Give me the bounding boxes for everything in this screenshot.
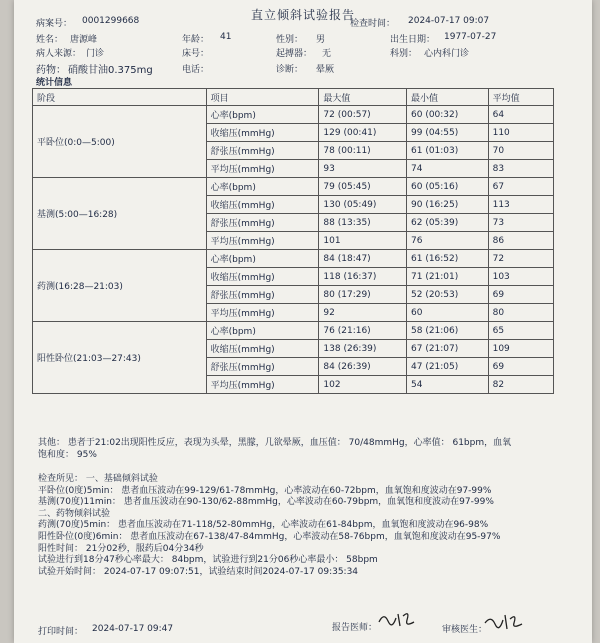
- exam-time-value: 2024-07-17 09:07: [408, 16, 490, 26]
- header-avg: 平均值: [488, 89, 553, 106]
- min-cell: 60 (05:16): [407, 178, 489, 196]
- max-cell: 129 (00:41): [319, 124, 407, 142]
- avg-cell: 69: [488, 358, 553, 376]
- max-cell: 130 (05:49): [319, 196, 407, 214]
- header-min: 最小值: [407, 89, 489, 106]
- report-title: 直立倾斜试验报告: [250, 8, 355, 22]
- diagnosis-label: 诊断：: [276, 65, 304, 75]
- findings-line: 药测(70度)5min： 患者血压波动在71-118/52-80mmHg，心率波动在61-84bpm，血氧饱和度波动在96-98%: [38, 520, 489, 531]
- max-cell: 72 (00:57): [319, 106, 407, 124]
- header-stage: 阶段: [33, 89, 207, 106]
- drug-label: 药物：: [36, 65, 66, 76]
- stats-table: [32, 88, 554, 394]
- avg-cell: 83: [488, 160, 553, 178]
- item-cell: 舒张压(mmHg): [206, 358, 319, 376]
- item-cell: 收缩压(mmHg): [206, 124, 319, 142]
- min-cell: 60: [407, 304, 489, 322]
- sex-value: 男: [316, 35, 326, 45]
- birth-date-label: 出生日期：: [390, 35, 436, 45]
- item-cell: 平均压(mmHg): [206, 160, 319, 178]
- avg-cell: 113: [488, 196, 553, 214]
- source-label: 病人来源：: [36, 49, 82, 59]
- case-number-label: 病案号：: [36, 19, 73, 29]
- name-value: 唐源峰: [70, 35, 98, 45]
- min-cell: 74: [407, 160, 489, 178]
- item-cell: 收缩压(mmHg): [206, 340, 319, 358]
- min-cell: 58 (21:06): [407, 322, 489, 340]
- avg-cell: 65: [488, 322, 553, 340]
- findings: [38, 474, 500, 578]
- stage-cell: 基测(5:00—16:28): [33, 178, 207, 250]
- item-cell: 收缩压(mmHg): [206, 268, 319, 286]
- age-value: 41: [220, 32, 232, 42]
- sex-label: 性别：: [276, 35, 304, 45]
- avg-cell: 70: [488, 142, 553, 160]
- max-cell: 84 (26:39): [319, 358, 407, 376]
- avg-cell: 67: [488, 178, 553, 196]
- findings-line: 平卧位(0度)5min： 患者血压波动在99-129/61-78mmHg，心率波动在60-72bpm，血氧饱和度波动在97-99%: [38, 485, 492, 496]
- max-cell: 93: [319, 160, 407, 178]
- item-cell: 收缩压(mmHg): [206, 196, 319, 214]
- table-row: [33, 322, 554, 340]
- max-cell: 88 (13:35): [319, 214, 407, 232]
- table-row: [33, 250, 554, 268]
- table-row: [33, 106, 554, 124]
- item-cell: 心率(bpm): [206, 322, 319, 340]
- department-label: 科别：: [390, 49, 418, 59]
- department-value: 心内科门诊: [424, 49, 470, 59]
- min-cell: 62 (05:39): [407, 214, 489, 232]
- bed-label: 床号：: [182, 49, 210, 59]
- avg-cell: 80: [488, 304, 553, 322]
- avg-cell: 103: [488, 268, 553, 286]
- other-line: 其他： 患者于21:02出现阳性反应，表现为头晕，黑朦，几欲晕厥，血压值： 70/48mmHg，心率值： 61bpm，血氧: [38, 438, 512, 448]
- findings-line: 检查所见： 一、基础倾斜试验: [38, 474, 158, 484]
- max-cell: 101: [319, 232, 407, 250]
- pacemaker-value: 无: [322, 49, 332, 59]
- age-label: 年龄：: [182, 35, 210, 45]
- max-cell: 138 (26:39): [319, 340, 407, 358]
- findings-line: 基测(70度)11min： 患者血压波动在90-130/62-88mmHg，心率波动在60-79bpm，血氧饱和度波动在97-99%: [38, 497, 494, 508]
- avg-cell: 110: [488, 124, 553, 142]
- min-cell: 61 (16:52): [407, 250, 489, 268]
- max-cell: 79 (05:45): [319, 178, 407, 196]
- min-cell: 76: [407, 232, 489, 250]
- header-item: 项目: [206, 89, 319, 106]
- review-doctor-signature: [482, 610, 526, 632]
- stage-cell: 药测(16:28—21:03): [33, 250, 207, 322]
- max-cell: 78 (00:11): [319, 142, 407, 160]
- review-doctor-label: 审核医生：: [442, 625, 488, 635]
- item-cell: 平均压(mmHg): [206, 376, 319, 394]
- item-cell: 心率(bpm): [206, 106, 319, 124]
- print-time-value: 2024-07-17 09:47: [92, 624, 174, 634]
- avg-cell: 73: [488, 214, 553, 232]
- item-cell: 心率(bpm): [206, 178, 319, 196]
- findings-line: 二、药物倾斜试验: [38, 508, 111, 519]
- report-paper: [14, 0, 592, 643]
- item-cell: 舒张压(mmHg): [206, 286, 319, 304]
- stage-cell: 阳性卧位(21:03—27:43): [33, 322, 207, 394]
- phone-label: 电话：: [182, 65, 210, 75]
- stage-cell: 平卧位(0:0—5:00): [33, 106, 207, 178]
- min-cell: 47 (21:05): [407, 358, 489, 376]
- max-cell: 118 (16:37): [319, 268, 407, 286]
- header-max: 最大值: [319, 89, 407, 106]
- avg-cell: 82: [488, 376, 553, 394]
- max-cell: 84 (18:47): [319, 250, 407, 268]
- source-value: 门诊: [86, 49, 105, 59]
- drug-value: 硝酸甘油0.375mg: [68, 65, 153, 76]
- item-cell: 舒张压(mmHg): [206, 214, 319, 232]
- exam-time-label: 检查时间：: [350, 19, 396, 29]
- min-cell: 52 (20:53): [407, 286, 489, 304]
- findings-line: 试验进行到18分47秒心率最大： 84bpm，试验进行到21分06秒心率最小： 58bpm: [38, 555, 378, 566]
- max-cell: 76 (21:16): [319, 322, 407, 340]
- findings-line: 试验开始时间： 2024-07-17 09:07:51，试验结束时间2024-07-17 09:35:34: [38, 566, 359, 577]
- pacemaker-label: 起搏器：: [276, 49, 313, 59]
- item-cell: 舒张压(mmHg): [206, 142, 319, 160]
- item-cell: 心率(bpm): [206, 250, 319, 268]
- max-cell: 102: [319, 376, 407, 394]
- birth-date-value: 1977-07-27: [444, 32, 497, 42]
- other-notes: [38, 438, 511, 461]
- min-cell: 90 (16:25): [407, 196, 489, 214]
- max-cell: 80 (17:29): [319, 286, 407, 304]
- report-doctor-signature: [376, 608, 420, 630]
- table-row: [33, 178, 554, 196]
- min-cell: 60 (00:32): [407, 106, 489, 124]
- item-cell: 平均压(mmHg): [206, 304, 319, 322]
- diagnosis-value: 晕厥: [316, 65, 335, 75]
- max-cell: 92: [319, 304, 407, 322]
- min-cell: 99 (04:55): [407, 124, 489, 142]
- min-cell: 61 (01:03): [407, 142, 489, 160]
- print-time-label: 打印时间：: [38, 627, 84, 637]
- min-cell: 71 (21:01): [407, 268, 489, 286]
- stats-title: 统计信息: [36, 78, 73, 88]
- case-number-value: 0001299668: [82, 16, 140, 26]
- findings-line: 阳性卧位(0度)6min： 患者血压波动在67-138/47-84mmHg，心率波动在58-76bpm，血氧饱和度波动在95-97%: [38, 531, 501, 542]
- avg-cell: 64: [488, 106, 553, 124]
- table-header-row: [33, 89, 554, 106]
- avg-cell: 109: [488, 340, 553, 358]
- item-cell: 平均压(mmHg): [206, 232, 319, 250]
- avg-cell: 72: [488, 250, 553, 268]
- report-doctor-label: 报告医师：: [332, 623, 378, 633]
- other-line: 饱和度： 95%: [38, 449, 97, 460]
- avg-cell: 69: [488, 286, 553, 304]
- min-cell: 67 (21:07): [407, 340, 489, 358]
- min-cell: 54: [407, 376, 489, 394]
- name-label: 姓名：: [36, 35, 64, 45]
- avg-cell: 86: [488, 232, 553, 250]
- findings-line: 阳性时间： 21分02秒，服药后04分34秒: [38, 543, 204, 554]
